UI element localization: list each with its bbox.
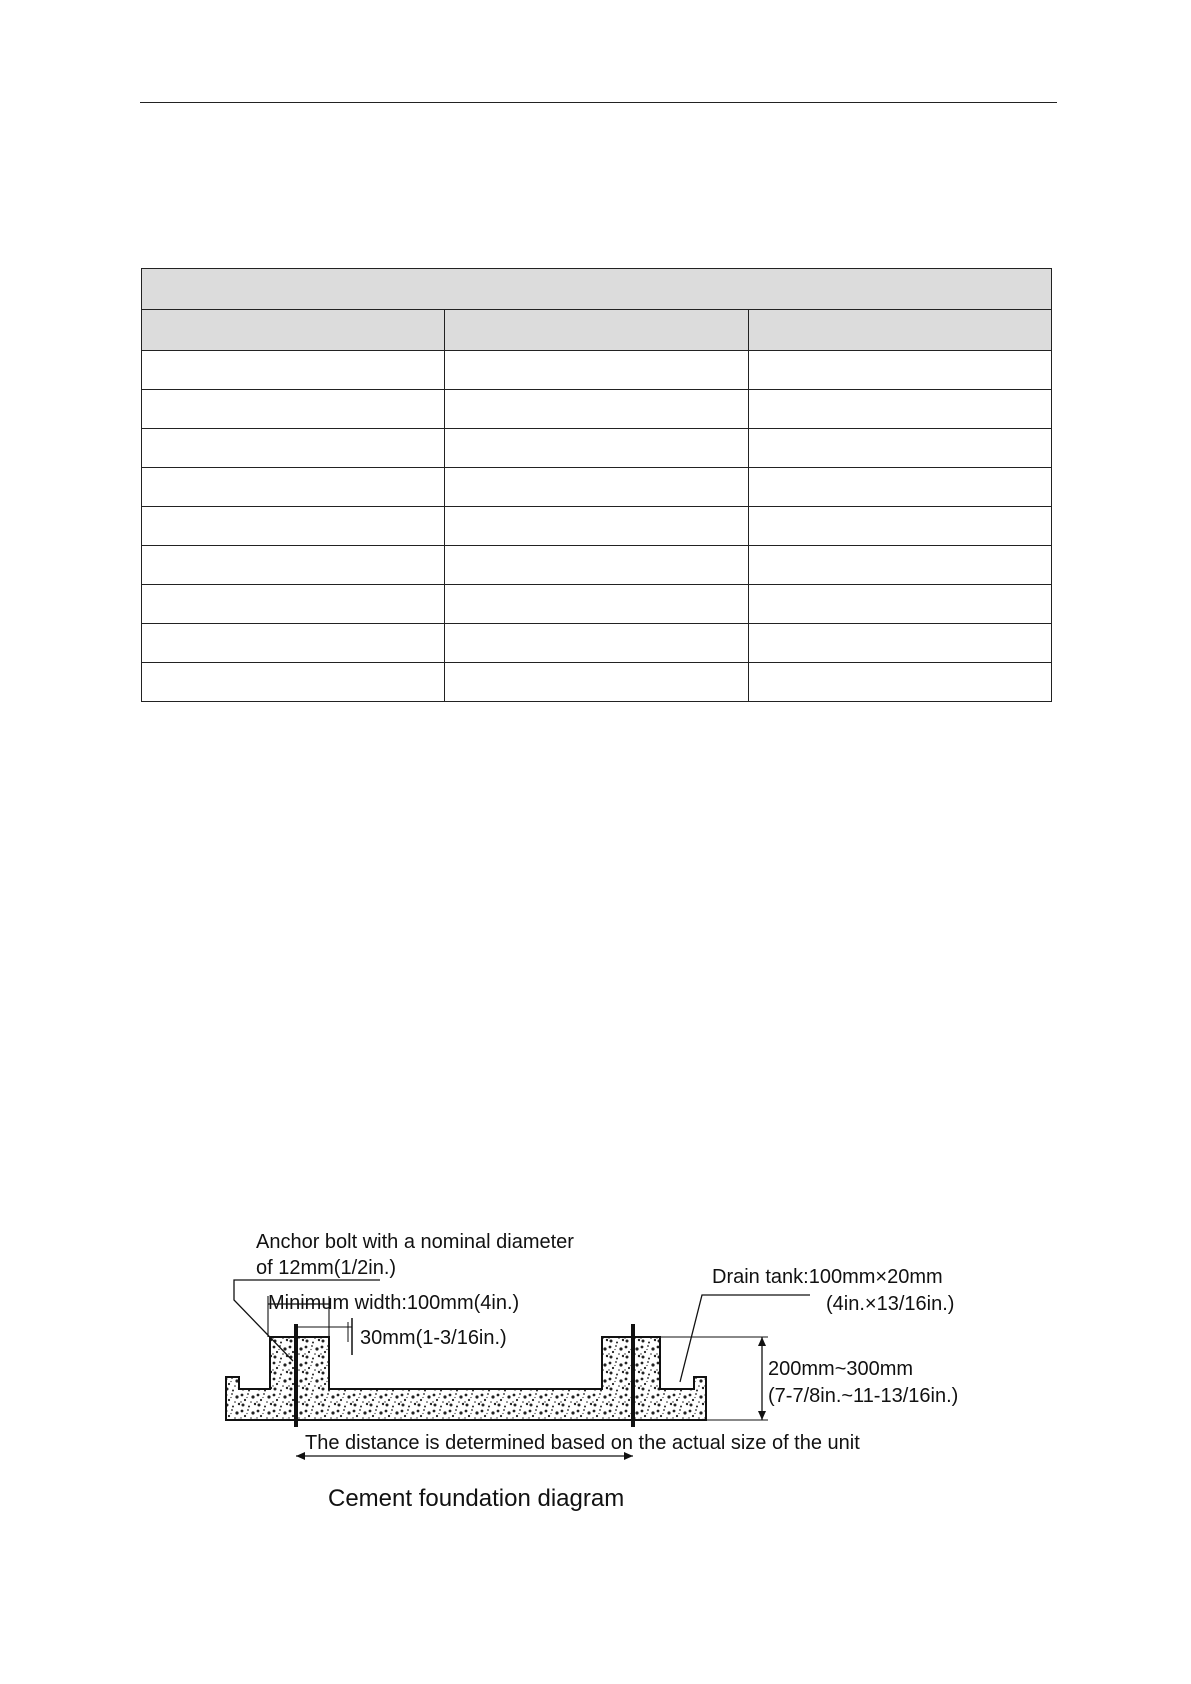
- table-cell: [748, 585, 1051, 624]
- table-row: [142, 429, 1052, 468]
- height-label: (7-7/8in.~11-13/16in.): [768, 1385, 959, 1407]
- distance-label: The distance is determined based on the actual size of the unit: [305, 1432, 860, 1454]
- table-cell: [142, 468, 445, 507]
- table-title-cell: [142, 269, 1052, 310]
- table-cell: [142, 624, 445, 663]
- drain-tank-label: (4in.×13/16in.): [826, 1293, 955, 1315]
- table-row: [142, 546, 1052, 585]
- table-cell: [445, 468, 748, 507]
- table-cell: [142, 507, 445, 546]
- table-cell: [748, 429, 1051, 468]
- anchor-bolt-label: of 12mm(1/2in.): [256, 1257, 397, 1279]
- minimum-width-label: Minimum width:100mm(4in.): [268, 1292, 520, 1314]
- table-cell: [142, 663, 445, 702]
- table-header-row: [142, 310, 1052, 351]
- table-row: [142, 585, 1052, 624]
- height-arrow-up: [758, 1337, 766, 1346]
- header-rule: [140, 102, 1057, 103]
- table-row: [142, 663, 1052, 702]
- table-cell: [748, 390, 1051, 429]
- table-row: [142, 468, 1052, 507]
- height-label: 200mm~300mm: [768, 1358, 914, 1380]
- table-row: [142, 624, 1052, 663]
- anchor-bolt-label: Anchor bolt with a nominal diameter: [256, 1231, 574, 1253]
- table-cell: [142, 429, 445, 468]
- bolt-offset-label: 30mm(1-3/16in.): [360, 1327, 507, 1349]
- drain-tank-label: Drain tank:100mm×20mm: [712, 1266, 943, 1288]
- table-cell: [142, 351, 445, 390]
- table-header-cell: [748, 310, 1051, 351]
- table-cell: [748, 507, 1051, 546]
- height-arrow-down: [758, 1411, 766, 1420]
- table-cell: [142, 390, 445, 429]
- table-title-row: [142, 269, 1052, 310]
- table-cell: [445, 624, 748, 663]
- diagram-caption: Cement foundation diagram: [328, 1485, 625, 1512]
- table-cell: [748, 663, 1051, 702]
- distance-arrow-left: [296, 1452, 305, 1460]
- table-cell: [445, 390, 748, 429]
- table-row: [142, 507, 1052, 546]
- table-cell: [748, 351, 1051, 390]
- table-cell: [142, 585, 445, 624]
- table-cell: [445, 585, 748, 624]
- table-cell: [445, 429, 748, 468]
- table-cell: [445, 546, 748, 585]
- table-cell: [748, 468, 1051, 507]
- table-cell: [445, 507, 748, 546]
- table-row: [142, 390, 1052, 429]
- table-cell: [142, 546, 445, 585]
- table-header-cell: [142, 310, 445, 351]
- cement-foundation-diagram: [0, 1210, 1191, 1520]
- spec-table: [141, 268, 1052, 702]
- table-row: [142, 351, 1052, 390]
- table-header-cell: [445, 310, 748, 351]
- table-cell: [748, 624, 1051, 663]
- table-cell: [445, 351, 748, 390]
- table-cell: [748, 546, 1051, 585]
- table-cell: [445, 663, 748, 702]
